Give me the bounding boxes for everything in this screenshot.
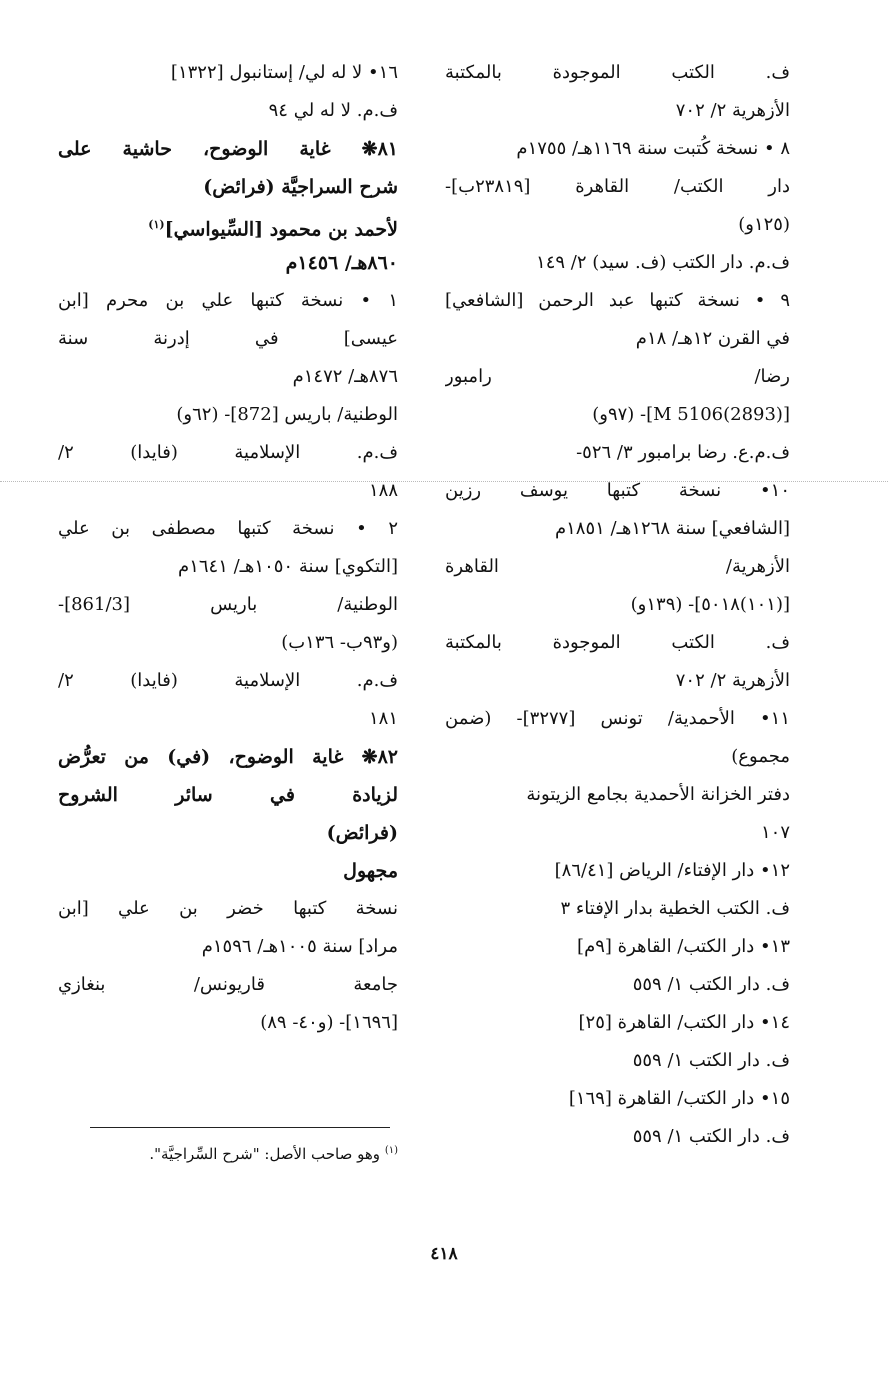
text-line: ١٦• لا له لي/ إستانبول [١٣٢٢] <box>170 62 398 83</box>
left-column <box>58 54 398 1042</box>
footnote-number: (١) <box>384 1145 398 1156</box>
entry-title: شرح السراجيَّة (فرائض) <box>203 176 398 198</box>
text-line: دار الكتب/ القاهرة [٢٣٨١٩ب]- <box>445 176 790 197</box>
text-line: ١٨٨ <box>368 480 398 501</box>
footnote-marker: (١) <box>148 218 165 231</box>
text-line: في القرن ١٢هـ/ ١٨م <box>635 328 790 349</box>
text-line: ف.م.ع. رضا برامبور ٣/ ٥٢٦- <box>576 442 790 463</box>
text-line: ف. دار الكتب ١/ ٥٥٩ <box>632 974 790 995</box>
text-line: [M 5106(2893)]- (٩٧و) <box>592 404 790 425</box>
text-line: ١٢• دار الإفتاء/ الرياض [٨٦/٤١] <box>554 860 790 881</box>
text-line: ١٠٧ <box>760 822 790 843</box>
text-line: ٩ • نسخة كتبها عبد الرحمن [الشافعي] <box>445 290 790 311</box>
text-line: ف. الكتب الموجودة بالمكتبة <box>445 632 790 653</box>
entry-title: ٨٢❋ غاية الوضوح، (في) من تعرُّض <box>58 746 398 768</box>
text-line: ١٠• نسخة كتبها يوسف رزين <box>445 480 790 501</box>
entry-author: مجهول <box>343 860 398 882</box>
text-line: الأزهرية ٢/ ٧٠٢ <box>675 670 790 691</box>
footnote-rule <box>90 1127 390 1128</box>
page-number: ٤١٨ <box>430 1244 458 1264</box>
entry-date: ٨٦٠هـ/ ١٤٥٦م <box>285 252 398 274</box>
entry-author: لأحمد بن محمود [السِّيواسي]$^{(١)}$ <box>148 218 398 241</box>
text-line: ف. الكتب الخطية بدار الإفتاء ٣ <box>560 898 790 919</box>
text-line: ف.م. الإسلامية (فايدا) ٢/ <box>58 442 398 463</box>
entry-title: لزيادة في سائر الشروح <box>58 784 398 806</box>
text-line: الوطنية/ باريس [872]- (٦٢و) <box>176 404 398 425</box>
text-line: ٢ • نسخة كتبها مصطفى بن علي <box>58 518 398 539</box>
text-line: عيسى] في إدرنة سنة <box>58 328 398 349</box>
text-line: ٨ • نسخة كُتبت سنة ١١٦٩هـ/ ١٧٥٥م <box>516 138 790 159</box>
text-line: رضا/ رامبور <box>445 366 790 387</box>
text-line: مراد] سنة ١٠٠٥هـ/ ١٥٩٦م <box>201 936 398 957</box>
entry-title: (فرائض) <box>326 822 398 844</box>
text-line: ف.م. الإسلامية (فايدا) ٢/ <box>58 670 398 691</box>
text-line: ف.م. لا له لي ٩٤ <box>268 100 398 121</box>
text-line: [(١٠١)٥٠١٨]- (١٣٩و) <box>630 594 790 615</box>
text-line: ١١• الأحمدية/ تونس [٣٢٧٧]- (ضمن <box>445 708 790 729</box>
text-line: ف. دار الكتب ١/ ٥٥٩ <box>632 1050 790 1071</box>
text-line: الأزهرية ٢/ ٧٠٢ <box>675 100 790 121</box>
text-line: جامعة قاريونس/ بنغازي <box>58 974 398 995</box>
text-line: نسخة كتبها خضر بن علي [ابن <box>58 898 398 919</box>
text-line: ١٨١ <box>368 708 398 729</box>
text-line: ١ • نسخة كتبها علي بن محرم [ابن <box>58 290 398 311</box>
text-line: (١٢٥و) <box>738 214 790 235</box>
text-line: مجموع) <box>731 746 790 767</box>
text-line: ٨٧٦هـ/ ١٤٧٢م <box>292 366 398 387</box>
text-line: (و٩٣ب- ١٣٦ب) <box>281 632 398 653</box>
right-column <box>445 54 790 1156</box>
text-line: ف. دار الكتب ١/ ٥٥٩ <box>632 1126 790 1147</box>
text-line: [الشافعي] سنة ١٢٦٨هـ/ ١٨٥١م <box>554 518 790 539</box>
text-line: ١٣• دار الكتب/ القاهرة [٩م] <box>577 936 790 957</box>
text-line: [التكوي] سنة ١٠٥٠هـ/ ١٦٤١م <box>178 556 398 577</box>
footnote: $^{(١)}$ وهو صاحب الأصل: "شرح السِّراجيَّة". <box>149 1145 398 1163</box>
text-line: الوطنية/ باريس [861/3]- <box>58 594 398 615</box>
text-line: [١٦٩٦]- (و٤٠- ٨٩) <box>260 1012 398 1033</box>
text-line: ١٤• دار الكتب/ القاهرة [٢٥] <box>578 1012 790 1033</box>
text-line: الأزهرية/ القاهرة <box>445 556 790 577</box>
entry-title: ٨١❋ غاية الوضوح، حاشية على <box>58 138 398 160</box>
text-line: دفتر الخزانة الأحمدية بجامع الزيتونة <box>526 784 790 805</box>
text-line: ١٥• دار الكتب/ القاهرة [١٦٩] <box>568 1088 790 1109</box>
text-line: ف.م. دار الكتب (ف. سيد) ٢/ ١٤٩ <box>536 252 790 273</box>
text-line: ف. الكتب الموجودة بالمكتبة <box>445 62 790 83</box>
